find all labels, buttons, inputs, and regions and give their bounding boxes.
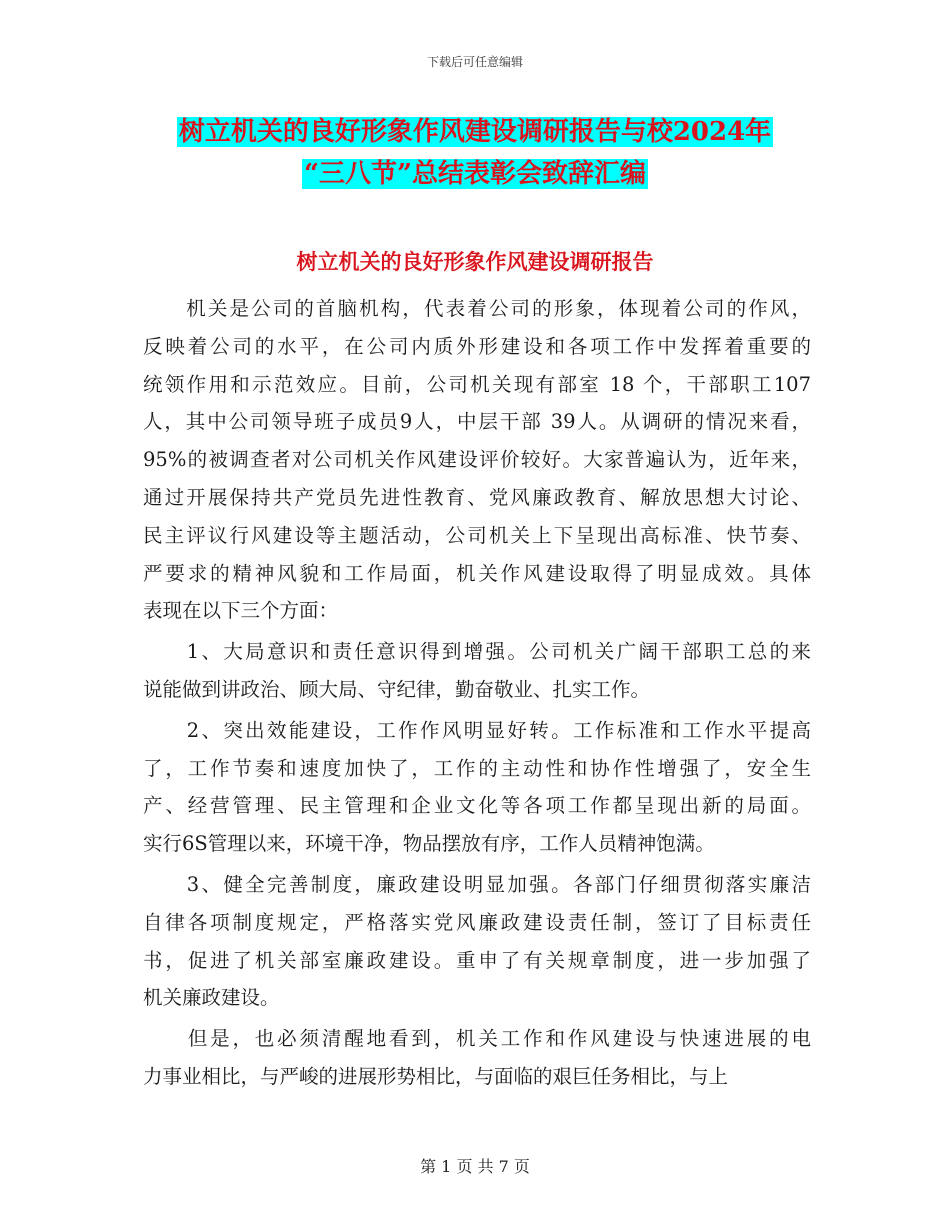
document-title-line-1 [0,110,950,154]
page-footer: 第 1 页 共 7 页 [420,1157,530,1176]
section-title: 树立机关的良好形象作风建设调研报告 [296,249,654,274]
document-body [143,290,811,1099]
paragraph-line: 产、经营管理、民主管理和企业文化等各项工作都呈现出新的局面。 [143,794,811,818]
paragraph [143,712,811,863]
paragraph-line: 民主评议行风建设等主题活动，公司机关上下呈现出高标准、快节奏、 [143,523,811,547]
document-title-line-1-text: 树立机关的良好形象作风建设调研报告与校2024年 [178,117,772,147]
paragraph-line: 2、突出效能建设，工作作风明显好转。工作标准和工作水平提高 [143,718,811,742]
paragraph [143,633,811,709]
paragraph [143,290,811,630]
paragraph-line: 反映着公司的水平，在公司内质外形建设和各项工作中发挥着重要的 [143,334,811,358]
paragraph-line: 人，其中公司领导班子成员9人，中层干部 39人。从调研的情况来看， [143,410,811,434]
paragraph-line: 机关是公司的首脑机构，代表着公司的形象，体现着公司的作风， [143,297,811,320]
page-header: 下载后可任意编辑 [426,55,523,69]
paragraph-line: 严要求的精神风貌和工作局面，机关作风建设取得了明显成效。具体 [143,561,811,585]
paragraph-line: 了，工作节奏和速度加快了，工作的主动性和协作性增强了，安全生 [143,756,811,780]
paragraph-line: 书，促进了机关部室廉政建设。重申了有关规章制度，进一步加强了 [143,948,811,972]
paragraph [143,866,811,1017]
paragraph-line: 通过开展保持共产党员先进性教育、党风廉政教育、解放思想大讨论、 [143,485,811,509]
paragraph-line: 表现在以下三个方面： [143,599,339,623]
paragraph-line: 力事业相比，与严峻的进展形势相比，与面临的艰巨任务相比，与上 [143,1064,729,1088]
paragraph-line: 统领作用和示范效应。目前，公司机关现有部室 18 个，干部职工107 [143,372,811,396]
document-title-line-2-text: “三八节”总结表彰会致辞汇编 [304,159,646,189]
paragraph-line: 3、健全完善制度，廉政建设明显加强。各部门仔细贯彻落实廉洁 [143,872,811,896]
paragraph-line: 1、大局意识和责任意识得到增强。公司机关广阔干部职工总的来 [143,640,811,664]
paragraph-line: 实行6S管理以来，环境干净，物品摆放有序，工作人员精神饱满。 [143,832,715,856]
paragraph-line: 自律各项制度规定，严格落实党风廉政建设责任制，签订了目标责任 [143,910,811,934]
paragraph-line: 说能做到讲政治、顾大局、守纪律，勤奋敬业、扎实工作。 [143,677,651,701]
paragraph-line: 95%的被调查者对公司机关作风建设评价较好。大家普遍认为，近年来， [143,448,811,472]
document-title-line-2 [0,152,950,196]
paragraph-line: 机关廉政建设。 [143,986,280,1010]
paragraph-line: 但是，也必须清醒地看到，机关工作和作风建设与快速进展的电 [143,1027,811,1051]
paragraph [143,1020,811,1096]
